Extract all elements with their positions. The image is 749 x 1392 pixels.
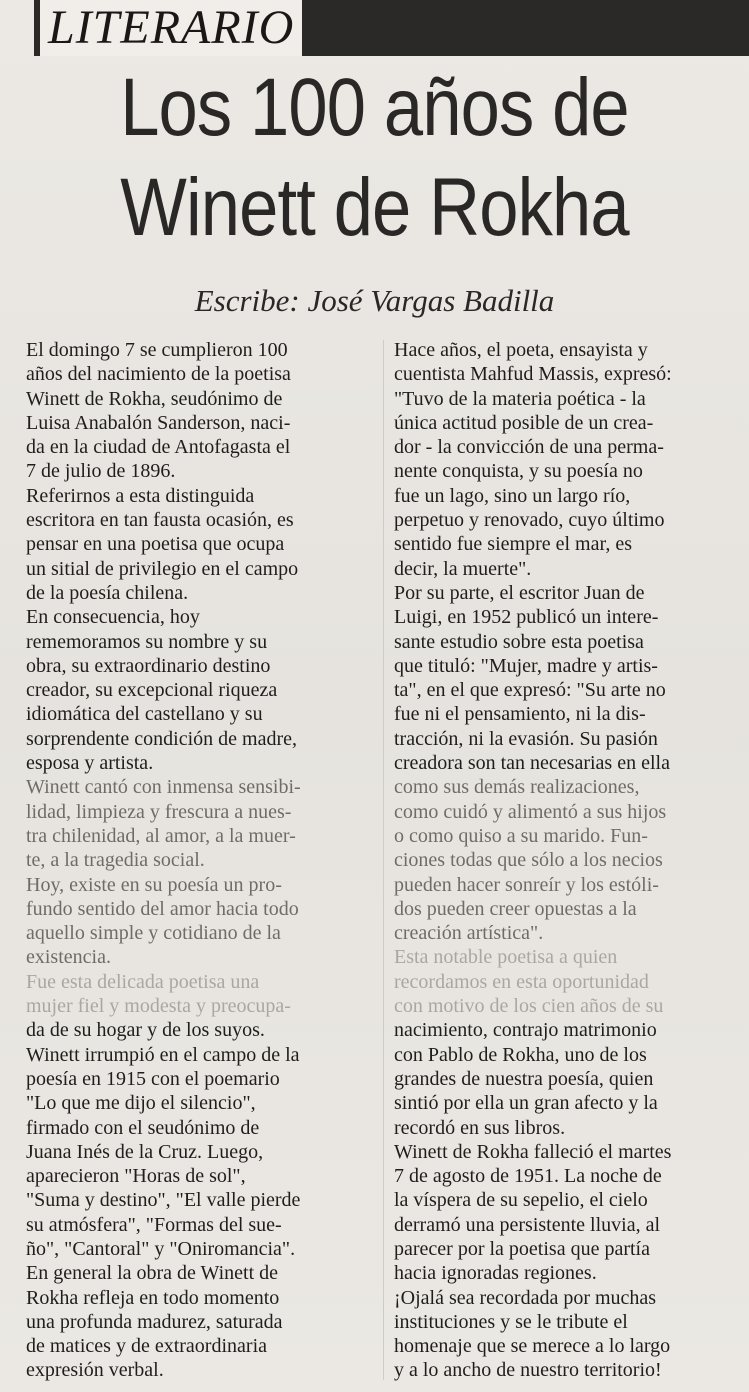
- text-line: poesía en 1915 con el poemario: [26, 1067, 280, 1090]
- text-line: El domingo 7 se cumplieron 100: [26, 339, 288, 361]
- text-line: fue un lago, sino un largo río,: [394, 484, 631, 507]
- left-column: [26, 338, 376, 1383]
- text-line: esposa y artista.: [26, 752, 154, 775]
- text-line: como cuidó y alimentó a sus hijos: [394, 800, 667, 823]
- text-line: Esta notable poetisa a quien: [394, 946, 618, 969]
- text-line: Referirnos a esta distinguida: [26, 484, 255, 507]
- text-line: recordó en sus libros.: [394, 1116, 566, 1139]
- text-line: existencia.: [26, 946, 111, 969]
- byline: Escribe: José Vargas Badilla: [194, 283, 555, 318]
- text-line: "Suma y destino", "El valle pierde: [26, 1189, 301, 1212]
- text-line: dor - la convicción de una perma-: [394, 436, 664, 459]
- text-line: fundo sentido del amor hacia todo: [26, 897, 299, 920]
- text-line: homenaje que se merece a lo largo: [394, 1335, 671, 1358]
- text-line: Winett de Rokha falleció el martes: [394, 1140, 672, 1163]
- text-line: mujer fiel y modesta y preocupa-: [26, 995, 291, 1018]
- text-line: aparecieron "Horas de sol",: [26, 1165, 246, 1188]
- text-line: de matices y de extraordinaria: [26, 1335, 267, 1358]
- text-line: En general la obra de Winett de: [26, 1262, 279, 1285]
- text-line: creador, su excepcional riqueza: [26, 679, 278, 702]
- text-line: derramó una persistente lluvia, al: [394, 1213, 661, 1236]
- text-line: Hace años, el poeta, ensayista y: [394, 339, 648, 361]
- text-line: grandes de nuestra poesía, quien: [394, 1067, 654, 1090]
- text-line: aquello simple y cotidiano de la: [26, 922, 281, 945]
- text-line: parecer por la poetisa que partía: [394, 1237, 650, 1260]
- text-line: sentido fue siempre el mar, es: [394, 533, 633, 556]
- right-column: [394, 338, 734, 1383]
- text-line: Juana Inés de la Cruz. Luego,: [26, 1140, 264, 1163]
- text-line: idiomática del castellano y su: [26, 703, 263, 726]
- text-line: recordamos en esta oportunidad: [394, 970, 649, 993]
- text-line: "Lo que me dijo el silencio",: [26, 1092, 256, 1115]
- text-line: ño", "Cantoral" y "Oniromancia".: [26, 1237, 296, 1260]
- text-line: nente conquista, y su poesía no: [394, 460, 643, 483]
- text-line: Rokha refleja en todo momento: [26, 1286, 280, 1309]
- column-divider: [383, 340, 384, 1380]
- text-line: Por su parte, el escritor Juan de: [394, 581, 645, 604]
- text-line: expresión verbal.: [26, 1359, 164, 1382]
- text-line: escritora en tan fausta ocasión, es: [26, 509, 294, 532]
- text-line: Winett irrumpió en el campo de la: [26, 1043, 300, 1066]
- text-line: firmado con el seudónimo de: [26, 1116, 260, 1139]
- text-line: En consecuencia, hoy: [26, 606, 200, 629]
- text-line: 7 de julio de 1896.: [26, 460, 176, 483]
- headline-line-1: Los 100 años de: [120, 62, 629, 153]
- text-line: decir, la muerte".: [394, 557, 532, 580]
- text-line: lidad, limpieza y frescura a nues-: [26, 800, 292, 823]
- text-line: Winett de Rokha, seudónimo de: [26, 387, 283, 410]
- text-line: años del nacimiento de la poetisa: [26, 363, 291, 386]
- text-line: la víspera de su sepelio, el cielo: [394, 1189, 648, 1212]
- text-line: "Tuvo de la materia poética - la: [394, 387, 646, 410]
- text-line: única actitud posible de un crea-: [394, 411, 654, 434]
- headline-line-2: Winett de Rokha: [120, 162, 629, 253]
- text-line: Hoy, existe en su poesía un pro-: [26, 873, 282, 896]
- text-line: rememoramos su nombre y su: [26, 630, 268, 653]
- headline: [52, 58, 696, 258]
- text-line: obra, su extraordinario destino: [26, 654, 271, 677]
- text-line: Fue esta delicada poetisa una: [26, 970, 260, 993]
- text-line: ciones todas que sólo a los necios: [394, 849, 663, 872]
- text-line: tra chilenidad, al amor, a la muer-: [26, 824, 296, 847]
- text-line: da de su hogar y de los suyos.: [26, 1019, 265, 1042]
- text-line: su atmósfera", "Formas del sue-: [26, 1213, 282, 1236]
- text-line: un sitial de privilegio en el campo: [26, 557, 299, 580]
- text-line: Luisa Anabalón Sanderson, naci-: [26, 411, 291, 434]
- text-line: nacimiento, contrajo matrimonio: [394, 1019, 657, 1042]
- text-line: con Pablo de Rokha, uno de los: [394, 1043, 647, 1066]
- text-line: hacia ignoradas regiones.: [394, 1262, 597, 1285]
- text-line: pensar en una poetisa que ocupa: [26, 533, 285, 556]
- text-line: sante estudio sobre esta poetisa: [394, 630, 644, 653]
- text-line: 7 de agosto de 1951. La noche de: [394, 1165, 662, 1188]
- text-line: creación artística".: [394, 922, 544, 945]
- text-line: una profunda madurez, saturada: [26, 1310, 283, 1333]
- text-line: y a lo ancho de nuestro territorio!: [394, 1359, 662, 1382]
- text-line: sorprendente condición de madre,: [26, 727, 298, 750]
- text-line: Winett cantó con inmensa sensibi-: [26, 776, 301, 799]
- text-line: Luigi, en 1952 publicó un intere-: [394, 606, 659, 629]
- text-line: te, a la tragedia social.: [26, 849, 205, 872]
- text-line: tracción, ni la evasión. Su pasión: [394, 727, 658, 750]
- text-line: creadora son tan necesarias en ella: [394, 752, 670, 775]
- text-line: cuentista Mahfud Massis, expresó:: [394, 363, 672, 386]
- text-line: pueden hacer sonreír y los estóli-: [394, 873, 659, 896]
- text-line: ¡Ojalá sea recordada por muchas: [394, 1286, 657, 1309]
- text-line: o como quiso a su marido. Fun-: [394, 824, 648, 847]
- text-line: ta", en el que expresó: "Su arte no: [394, 679, 666, 702]
- text-line: de la poesía chilena.: [26, 581, 189, 604]
- text-line: como sus demás realizaciones,: [394, 776, 640, 799]
- text-line: perpetuo y renovado, cuyo último: [394, 509, 665, 532]
- text-line: que tituló: "Mujer, madre y artis-: [394, 654, 658, 677]
- text-line: con motivo de los cien años de su: [394, 995, 664, 1018]
- section-label: LITERARIO: [40, 0, 302, 56]
- text-line: sintió por ella un gran afecto y la: [394, 1092, 658, 1115]
- text-line: dos pueden creer opuestas a la: [394, 897, 637, 920]
- text-line: instituciones y se le tribute el: [394, 1310, 628, 1333]
- text-line: da en la ciudad de Antofagasta el: [26, 436, 291, 459]
- text-line: fue ni el pensamiento, ni la dis-: [394, 703, 646, 726]
